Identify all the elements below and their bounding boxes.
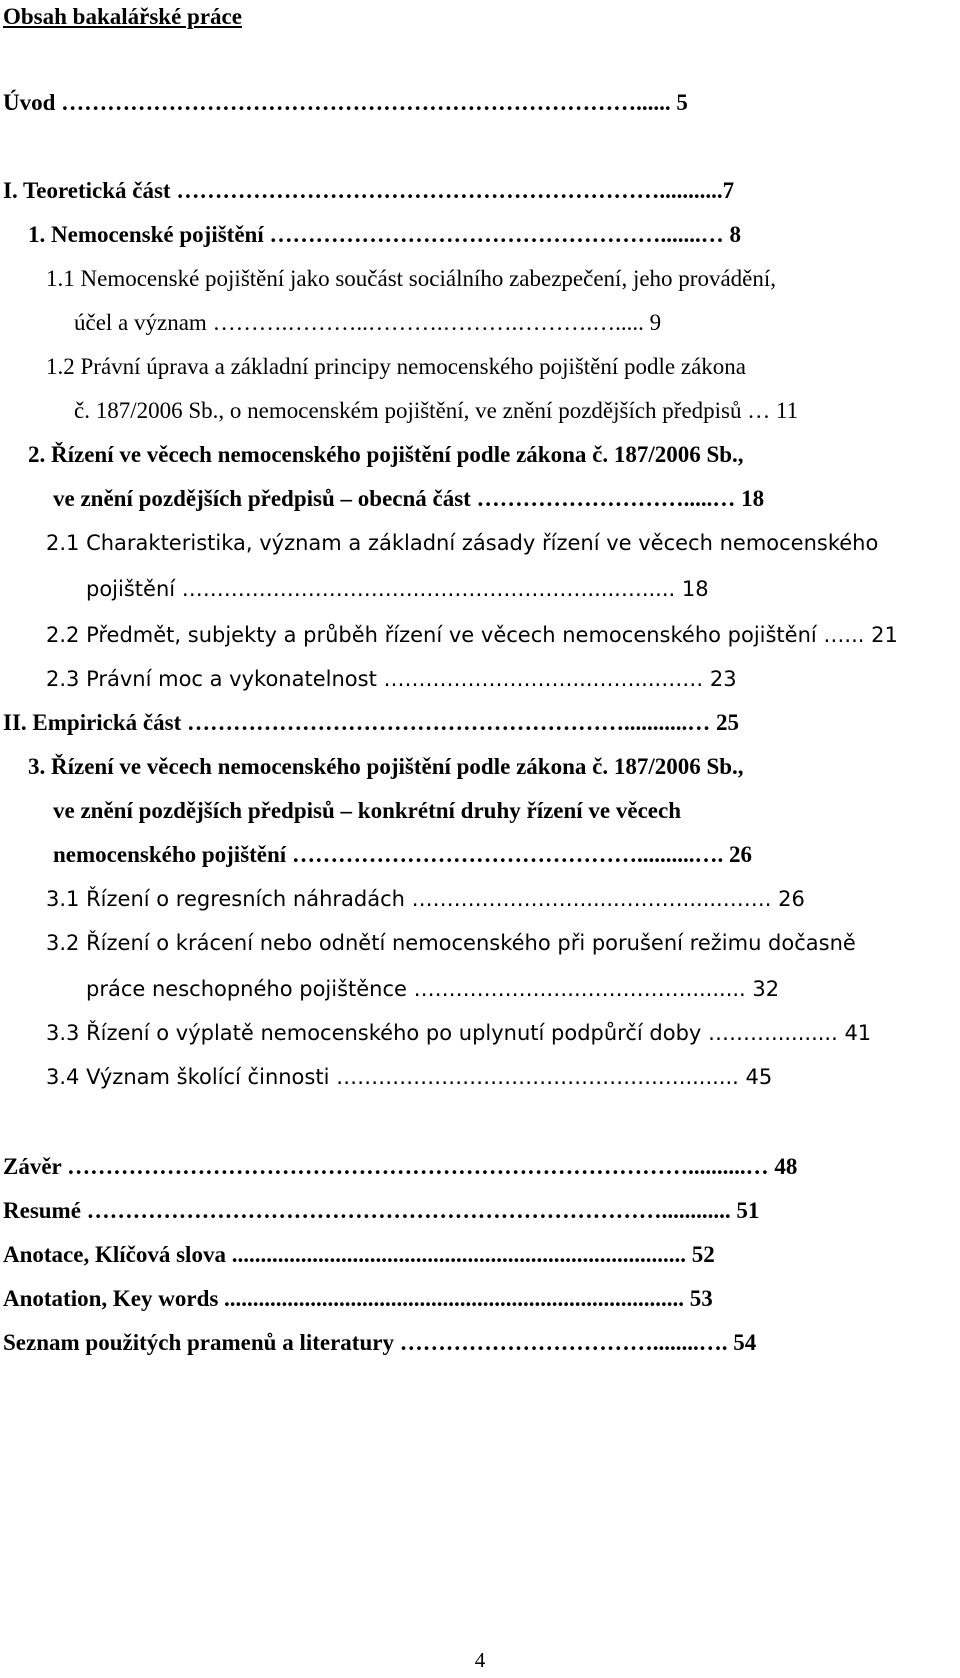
toc-entry-2-3: 2.3 Právní moc a vykonatelnost ………………………...……....…… 23: [46, 667, 737, 691]
toc-entry-3-2-cont: práce neschopného pojištěnce ……………….…..……………......... 32: [86, 977, 780, 1001]
toc-entry-seznam-literatury: Seznam použitých pramenů a literatury ……………………………........…. 54: [3, 1330, 757, 1355]
toc-entry-3: 3. Řízení ve věcech nemocenského pojištění podle zákona č. 187/2006 Sb.,: [28, 754, 744, 779]
toc-entry-2: 2. Řízení ve věcech nemocenského pojištění podle zákona č. 187/2006 Sb.,: [28, 442, 744, 467]
toc-entry-3-2: 3.2 Řízení o krácení nebo odnětí nemocenského při porušení režimu dočasně: [46, 931, 856, 955]
toc-entry-2-1: 2.1 Charakteristika, význam a základní zásady řízení ve věcech nemocenského: [46, 531, 879, 555]
toc-entry-zaver: Závěr ………………………………………………………………………..........… 48: [3, 1154, 798, 1179]
toc-entry-3-1: 3.1 Řízení o regresních náhradách ……………………......………......……. 26: [46, 887, 805, 911]
toc-entry-3-4: 3.4 Význam školící činnosti ……………………………………….…......... 45: [46, 1065, 773, 1089]
toc-entry-teoreticka-cast: I. Teoretická část ………………………………………………………...........7: [3, 178, 735, 203]
toc-entry-1-1: 1.1 Nemocenské pojištění jako součást sociálního zabezpečení, jeho provádění,: [46, 266, 777, 291]
toc-entry-2-1-cont: pojištění …………………………….…………………….....…..... 18: [86, 577, 709, 601]
toc-entry-1-2: 1.2 Právní úprava a základní principy nemocenského pojištění podle zákona: [46, 354, 747, 379]
toc-entry-resume: Resumé …………………………………………………………………............ 51: [3, 1198, 760, 1223]
page-number: 4: [474, 1648, 486, 1672]
toc-entry-anotace: Anotace, Klíčová slova ............................................................................... 52: [3, 1242, 715, 1267]
toc-entry-3-cont-1: ve znění pozdějších předpisů – konkrétní druhy řízení ve věcech: [53, 798, 682, 823]
toc-title: Obsah bakalářské práce: [3, 4, 242, 29]
toc-entry-1: 1. Nemocenské pojištění …………………………………………….......… 8: [28, 222, 741, 247]
toc-entry-empiricka-cast: II. Empirická část …………………………………………………...........… 25: [3, 710, 739, 735]
toc-entry-1-1-cont: účel a význam ……….………..……….……….……….…..... 9: [74, 310, 662, 335]
toc-entry-2-cont: ve znění pozdějších předpisů – obecná část ……………………….....… 18: [53, 486, 765, 511]
toc-entry-uvod: Úvod …………………………………………………………………...... 5: [3, 90, 688, 115]
toc-entry-1-2-cont: č. 187/2006 Sb., o nemocenském pojištění, ve znění pozdějších předpisů … 11: [74, 398, 799, 423]
toc-entry-3-cont-2: nemocenského pojištění ………………………………………..........…. 26: [53, 842, 752, 867]
toc-entry-2-2: 2.2 Předmět, subjekty a průběh řízení ve věcech nemocenského pojištění …... 21: [46, 623, 898, 647]
toc-entry-3-3: 3.3 Řízení o výplatě nemocenského po uplynutí podpůrčí doby ……….......... 41: [46, 1021, 872, 1045]
toc-entry-anotation: Anotation, Key words ................................................................................ 53: [3, 1286, 713, 1311]
